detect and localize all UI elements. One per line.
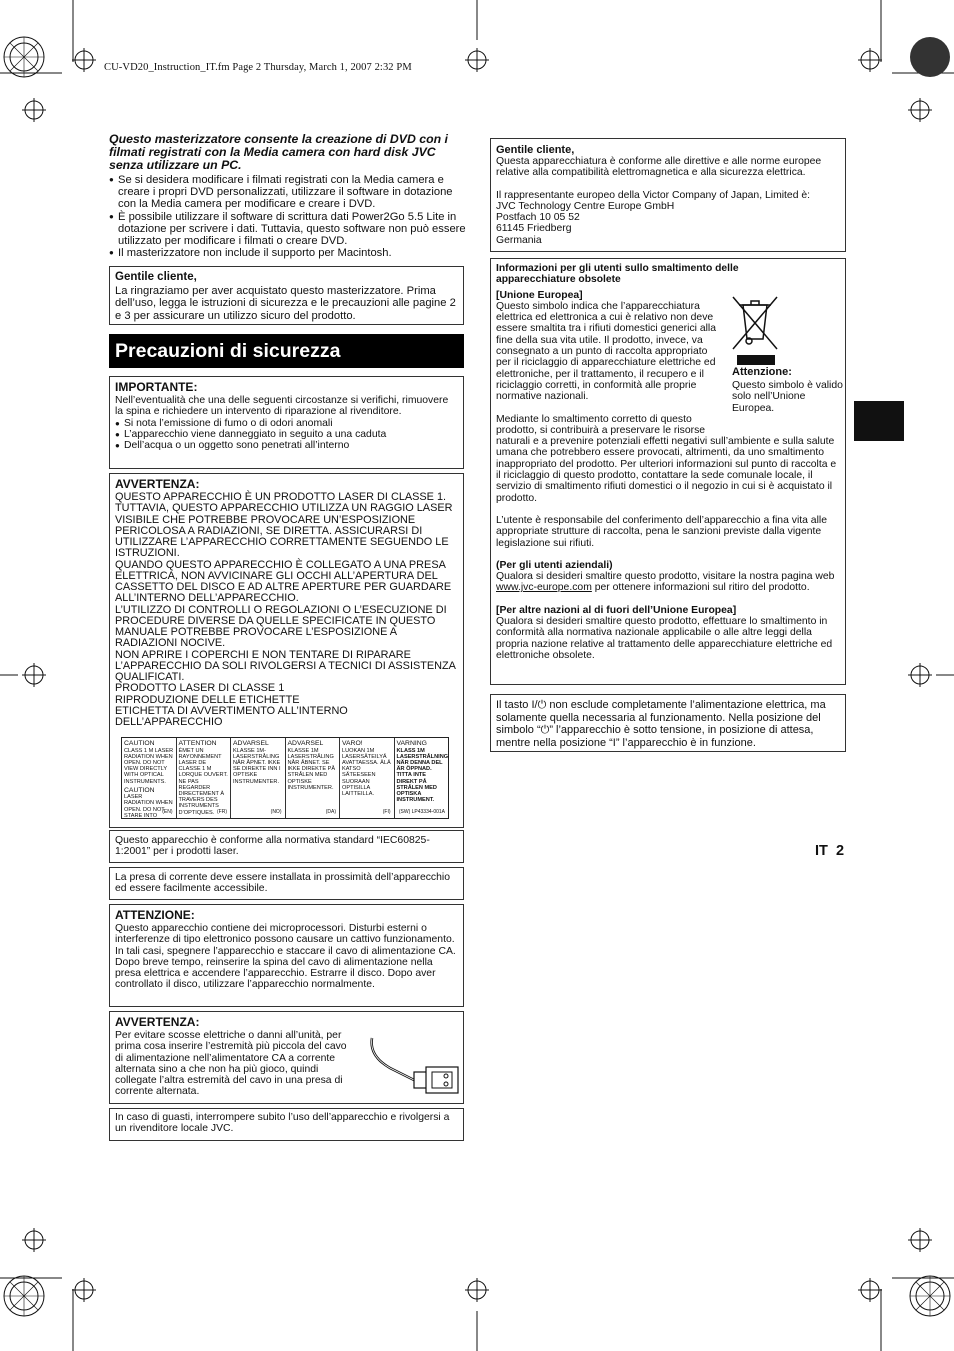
attention-body: Questo simbolo è valido solo nell’Unione Europea. [732, 380, 843, 414]
other-heading: [Per altre nazioni al di fuori dell’Unione Europea] [496, 604, 737, 616]
guasti-note-box [109, 1108, 464, 1141]
crossed-bin-icon [727, 293, 783, 359]
disposal-box [490, 258, 846, 685]
jvc-europe-link[interactable]: www.jvc-europe.com [496, 582, 592, 594]
power-note-box [490, 694, 846, 752]
importante-body: Nell’eventualità che una delle seguenti circostanze si verifichi, rimuovere la spina e richiedere un intervento di riparazione al rivenditore. [115, 395, 449, 418]
avvertenza-power-box [109, 1011, 464, 1104]
disposal-title: Informazioni per gli utenti sullo smaltimento delle apparecchiature obsolete [496, 263, 739, 286]
avvertenza-power-body: Per evitare scosse elettriche o danni all’unità, per prima cosa inserire l’estremità più piccola del cavo di alimentazione nell’alimentatore CA a corrente alternata sino a che non ha più gioco, quindi collegate l’altra estremità del cavo in una presa di corrente alternata. [115, 1030, 347, 1098]
presa-note-box [109, 867, 464, 900]
list-item: ● Se si desidera modificare i filmati registrati con la Media camera e creare i propri DVD personalizzati, utilizzare il software in dotazione con la Media camera per modificare e creare i DVD. [109, 174, 466, 211]
norm-note: Questo apparecchio è conforme alla normativa standard “IEC60825-1:2001” per i prodotti laser. [115, 835, 430, 858]
importante-bullets [115, 418, 458, 452]
label-column: ATTENTION ÉMET UN RAYONNEMENT LASER DE CLASSE 1 M LORQUE OUVERT. NE PAS REGARDER DIRECTEMENT À TRAVERS DES INSTRUMENTS D’OPTIQUES. (FR) [177, 738, 232, 818]
avvertenza-title: AVVERTENZA: [115, 1015, 200, 1029]
section-tab [854, 401, 904, 441]
address-line: Germania [496, 234, 542, 246]
label-column: VARO! LUOKAN 1M LASERSÄTEILYÄ AVATTAESSA. ÄLÄ KATSO SÄTEESEEN SUORAAN OPTISILLA LAITTEILLA. (FI) [340, 738, 395, 818]
attenzione-body: Questo apparecchio contiene dei microprocessori. Disturbi esterni o interferenze di tipo elettronico possono causare un cattivo funzionamento. In tali casi, spegnere l’apparecchio e staccare il cavo di alimentazione CA. Dopo breve tempo, reinserire la spina del cavo di alimentazione nella presa elettrica e accendere l’apparecchio. Estrarre il disco. Dopo aver controllato il disco, utilizzare l’apparecchio normalmente. [115, 923, 456, 991]
power-note-line2: simbolo “⏻” l’apparecchio è sotto tensione, in posizione di attesa, mentre nella posizione “I” l’apparecchio è in funzione. [496, 724, 814, 749]
power-note-line1: Il tasto I/⏻ non esclude completamente l’alimentazione elettrica, ma solamente quella necessaria al funzionamento. Nella posizione del [496, 699, 826, 724]
intro-bullets [109, 174, 466, 260]
eu-body-3: L’utente è responsabile del conferimento dell’apparecchio a fina vita alle appropriate strutture di raccolta, pena le sanzioni previste dalla vigente legislazione sui rifiuti. [496, 514, 827, 549]
eu-body-2a: Mediante lo smaltimento corretto di questo prodotto, si contribuirà a preservare le risorse [496, 413, 706, 436]
attention-title: Attenzione: [732, 366, 792, 378]
eu-body-2b: naturali e a prevenire potenziali effetti negativi sull’ambiente e sulla salute umana che potrebbero essere provocati, altrimenti, da uno smaltimento inappropriato del prodotto. Per ulteriori informazioni sul punto di raccolta e il riciclaggio di questo prodotto, contattare la sede comunale locale, il servizio di smaltimento rifiuti domestici o il negozio in cui si è acquistato il prodotto. [496, 436, 837, 504]
business-body: Qualora si desideri smaltire questo prodotto, visitare la nostra pagina web www.jvc-europe.com per ottenere informazioni sul ritiro del prodotto. [496, 571, 835, 594]
eu-body: Questo simbolo indica che l’apparecchiatura elettrica ed elettronica a cui è relativo non deve essere smaltita tra i rifiuti domestici generici alla fine della sua vita utile. Il prodotto, invece, va consegnato a un punto di raccolta appropriato per il riciclaggio di apparecchiature elettriche ed elettroniche, per il trattamento, il recupero e il riciclaggio corretti, in conformità alle proprie normative nazionali. [496, 300, 717, 403]
label-column: CAUTION CLASS 1 M LASER RADIATION WHEN OPEN. DO NOT VIEW DIRECTLY WITH OPTICAL INSTRUMENTS. CAUTION LASER RADIATION WHEN OPEN. DO NOT STARE INTO (EN) [122, 738, 177, 818]
guasti-note: In caso di guasti, interrompere subito l’uso dell’apparecchio e rivolgersi a un rivenditore locale JVC. [115, 1112, 450, 1135]
importante-title: IMPORTANTE: [115, 380, 198, 394]
attenzione-box [109, 904, 464, 1007]
power-cable-icon [366, 1034, 464, 1096]
intro-section [109, 133, 466, 260]
greeting-body: La ringraziamo per aver acquistato questo masterizzatore. Prima dell’uso, legga le istruzioni di sicurezza e le precauzioni alle pagine 2 e 3 per assicurare un utilizzo sicuro del prodotto. [115, 285, 456, 322]
section-title: Precauzioni di sicurezza [109, 334, 464, 368]
list-item: ● È possibile utilizzare il software di scrittura dati Power2Go 5.5 Lite in dotazione per scrivere i dati. Tuttavia, questo software non può essere utilizzato per modificare i filmati o creare DVD. [109, 211, 466, 248]
intro-heading: Questo masterizzatore consente la creazione di DVD con i filmati registrati con la Media camera con hard disk JVC senza utilizzare un PC. [109, 132, 448, 173]
rep-line: Il rappresentante europeo della Victor Company of Japan, Limited è: [496, 189, 811, 201]
importante-box [109, 376, 464, 469]
list-item: ● Si nota l’emissione di fumo o di odori anomali [115, 418, 458, 429]
avvertenza-body: QUESTO APPARECCHIO È UN PRODOTTO LASER DI CLASSE 1. TUTTAVIA, QUESTO APPARECCHIO UTILIZZA UN RAGGIO LASER VISIBILE CHE POTREBBE PROVOCARE UN’ESPOSIZIONE PERICOLOSA A RADIAZIONI, SE DIRETTA. ASSICURARSI DI UTILIZZARE L’APPARECCHIO CORRETTAMENTE SEGUENDO LE ISTRUZIONI. QUANDO QUESTO APPARECCHIO È COLLEGATO A UNA PRESA ELETTRICA, NON AVVICINARE GLI OCCHI ALL’APERTURA DEL CASSETTO DEL DISCO E AD ALTRE APERTURE PER GUARDARE ALL’INTERNO DELL’APPARECCHIO. L’UTILIZZO DI CONTROLLI O REGOLAZIONI O L’ESECUZIONE DI PROCEDURE DIVERSE DA QUELLE SPECIFICATE IN QUESTO MANUALE POTREBBE PROVOCARE L’ESPOSIZIONE A RADIAZIONI NOCIVE. NON APRIRE I COPERCHI E NON TENTARE DI RIPARARE L’APPARECCHIO DA SOLI RIVOLGERSI A TECNICI DI ASSISTENZA QUALIFICATI. PRODOTTO LASER DI CLASSE 1 RIPRODUZIONE DELLE ETICHETTE ETICHETTA DI AVVERTIMENTO ALL’INTERNO DELL’APPARECCHIO [115, 491, 456, 728]
file-header: CU-VD20_Instruction_IT.fm Page 2 Thursday, March 1, 2007 2:32 PM [104, 62, 412, 73]
address-line: 61145 Friedberg [496, 223, 572, 235]
avvertenza-title: AVVERTENZA: [115, 477, 200, 491]
list-item: ● Dell’acqua o un oggetto sono penetrati all’interno [115, 440, 458, 451]
address-line: Postfach 10 05 52 [496, 212, 580, 224]
norm-note-box [109, 830, 464, 863]
black-bar [737, 355, 775, 365]
list-item: ● L’apparecchio viene danneggiato in seguito a una caduta [115, 429, 458, 440]
address-line: JVC Technology Centre Europe GmbH [496, 200, 675, 212]
eu-heading: [Unione Europea] [496, 289, 583, 301]
greeting-box [109, 266, 464, 325]
label-column: VARNING KLASS 1M LASERSTRÅLNING NÄR DENNA DEL ÄR ÖPPNAD. TITTA INTE DIREKT PÅ STRÅLEN MED OPTISKA INSTRUMENT. (SW) LP43334-001A [396, 740, 448, 815]
other-body: Qualora si desideri smaltire questo prodotto, effettuare lo smaltimento in conformità alla normativa nazionale applicabile o alle altre leggi della propria nazione relative al trattamento delle apparecchiature elettriche ed elettroniche obsolete. [496, 616, 833, 661]
greeting-title: Gentile cliente, [115, 271, 197, 283]
attenzione-title: ATTENZIONE: [115, 908, 195, 922]
greeting-right-body: Questa apparecchiatura è conforme alle direttive e alle norme europee relative alla compatibilità elettromagnetica e alla sicurezza elettrica. [496, 156, 822, 179]
label-column: ADVARSEL KLASSE 1M LASERSTRÅLING NÅR ÅBNET. SE IKKE DIREKTE PÅ STRÅLEN MED OPTISKE INSTRUMENTER. (DA) [286, 738, 341, 818]
business-heading: (Per gli utenti aziendali) [496, 559, 613, 571]
label-column: ADVARSEL KLASSE 1M-LASERSTRÅLING NÅR ÅPNET. IKKE SE DIREKTE INN I OPTISKE INSTRUMENTER. (NO) [231, 738, 286, 818]
laser-warning-label [121, 737, 449, 819]
greeting-right-box [490, 138, 846, 252]
page-number: IT 2 [815, 843, 845, 859]
list-item: ● Il masterizzatore non include il supporto per Macintosh. [109, 247, 466, 259]
presa-note: La presa di corrente deve essere installata in prossimità dell’apparecchio ed essere facilmente accessibile. [115, 872, 450, 895]
greeting-right-title: Gentile cliente, [496, 144, 575, 156]
